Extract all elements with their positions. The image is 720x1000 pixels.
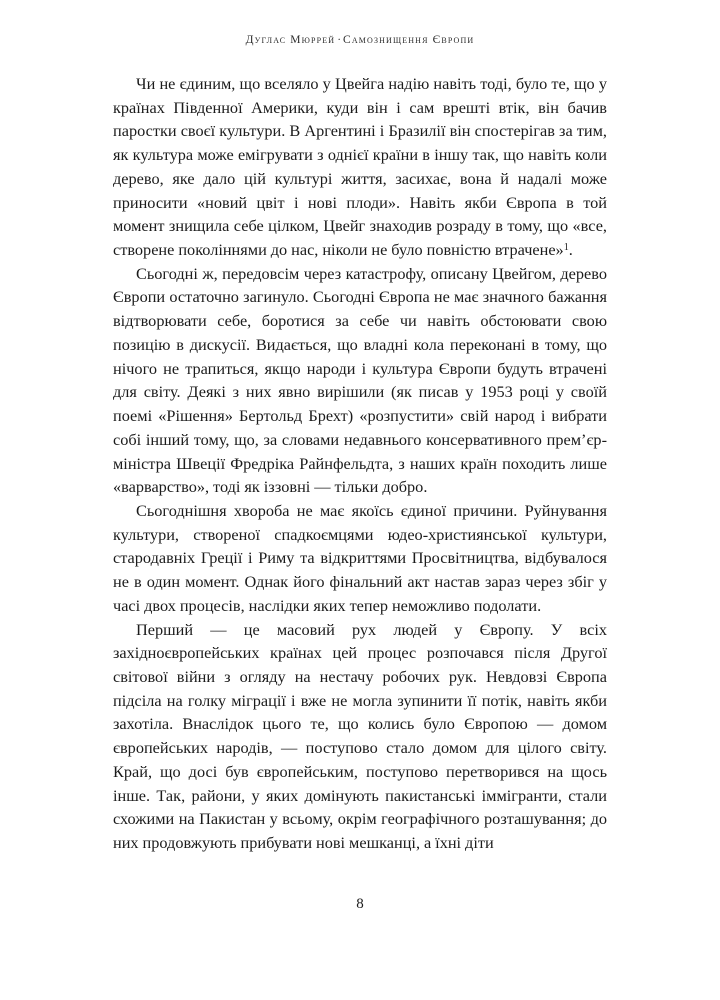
page-number: 8 bbox=[356, 896, 364, 912]
body-text-column bbox=[113, 72, 607, 855]
paragraph-1 bbox=[113, 72, 607, 262]
running-head bbox=[0, 34, 720, 46]
running-head-author: Дуглас Мюррей bbox=[245, 34, 336, 46]
paragraph-3: Сьогоднішня хвороба не має якоїсь єдиної причини. Руйнування культури, створеної спадкоємцями юдео-християнської культури, стародавніх Греції і Риму та відкриттями Просвітництва, відбувалося не в один момент. Однак його фінальний акт настав зараз через збіг у часі двох процесів, наслідки яких тепер неможливо подолати. bbox=[113, 500, 607, 615]
paragraph-2: Сьогодні ж, передовсім через катастрофу, описану Цвейгом, дерево Європи остаточно загинуло. Сьогодні Європа не має значного бажання відтворювати себе, боротися за себе чи навіть обстоювати свою позицію в дискусії. Видається, що владні кола переконані в тому, що нічого не трапиться, якщо народи і культура Європи будуть втрачені для світу. Деякі з них явно вирішили (як писав у 1953 році у своїй поемі «Рішення» Бертольд Брехт) «розпустити» свій народ і вибрати собі інший тому, що, за словами недавнього консервативного прем’єр-міністра Швеції Фредріка Райнфельдта, з наших країн походить лише «варварство», тоді як іззовні — тільки добро. bbox=[113, 263, 607, 497]
running-head-book-title: Самознищення Європи bbox=[343, 34, 475, 46]
paragraph-1-text: Чи не єдиним, що вселяло у Цвейга надію навіть тоді, було те, що у країнах Південної Америки, куди він і сам врешті втік, він бачив паростки своєї культури. В Аргентині і Бразилії він спостерігав за тим, як культура може емігрувати з однієї країни в іншу так, що навіть коли дерево, яке дало цій культурі життя, засихає, вона й надалі може приносити «новий цвіт і нові плоди». Навіть якби Європа в той момент знищила себе цілком, Цвейг знаходив розраду в тому, що «все, створене поколіннями до нас, ніколи не було повністю втрачене» bbox=[113, 74, 607, 260]
paragraph-1-tail: . bbox=[568, 240, 573, 260]
footnote-marker-1[interactable]: 1 bbox=[563, 242, 569, 254]
running-head-separator: · bbox=[337, 34, 342, 46]
paragraph-4: Перший — це масовий рух людей у Європу. У всіх західноєвропейських країнах цей процес розпочався після Другої світової війни з огляду на нестачу робочих рук. Невдовзі Європа підсіла на голку міграції і вже не могла зупинити її потік, навіть якби захотіла. Внаслідок цього те, що колись було Європою — домом європейських народів, — поступово стало домом для цілого світу. Край, що досі був європейським, поступово перетворився на щось інше. Так, райони, у яких домінують пакистанські іммігранти, стали схожими на Пакистан у всьому, окрім географічного розташування; до них продовжують прибувати нові мешканці, а їхні діти bbox=[113, 619, 607, 852]
